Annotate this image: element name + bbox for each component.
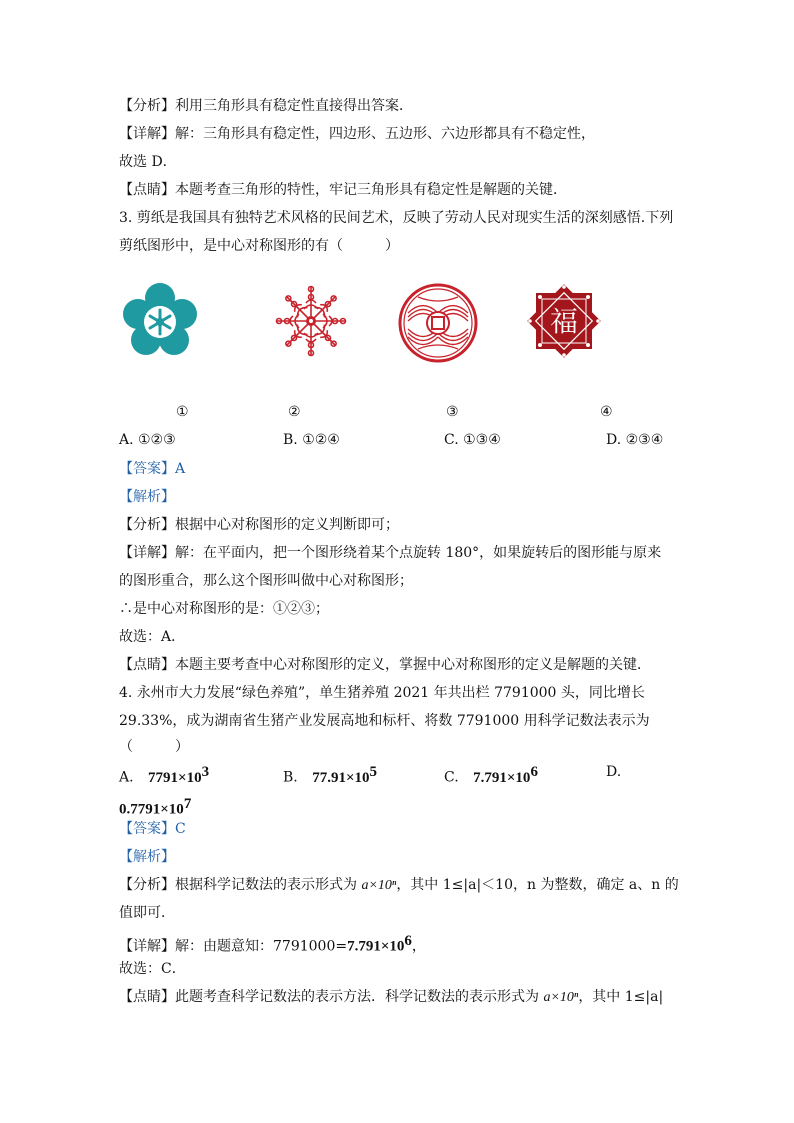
detail-4-end: ， bbox=[411, 938, 426, 955]
option-b-letter: B. bbox=[283, 769, 298, 786]
fu-character: 福 bbox=[549, 305, 579, 338]
note-4-text-b: ，其中 1≤|a| bbox=[578, 989, 664, 1005]
detail-line: 【详解】解：三角形具有稳定性，四边形、五边形、六边形都具有不稳定性， bbox=[119, 126, 595, 142]
question-4-options bbox=[119, 764, 679, 784]
round-coin-papercut-icon bbox=[398, 283, 478, 363]
choice-line: 故选 D． bbox=[119, 154, 177, 170]
option-c-exp: 6 bbox=[530, 764, 538, 780]
sci-form: a×10ⁿ bbox=[361, 878, 397, 893]
detail-4 bbox=[119, 931, 426, 957]
detail-4-text: 【详解】解：由题意知：7791000= bbox=[119, 938, 348, 955]
option-a bbox=[119, 764, 209, 787]
figure-label-4: ④ bbox=[600, 404, 613, 420]
figure-label-2: ② bbox=[288, 404, 301, 420]
choice-4: 故选：C． bbox=[119, 961, 186, 977]
option-c-letter: C. bbox=[444, 769, 459, 786]
note-3: 【点睛】本题主要考查中心对称图形的定义，掌握中心对称图形的定义是解题的关键． bbox=[119, 657, 651, 673]
answer-3: 【答案】A bbox=[119, 461, 186, 477]
detail-3-line-1: 【详解】解：在平面内，把一个图形绕着某个点旋转 180°，如果旋转后的图形能与原来 bbox=[119, 545, 662, 561]
detail-4-value: 7.791×10 bbox=[347, 938, 405, 955]
option-b: B. ①②④ bbox=[283, 432, 340, 448]
analysis-4-text-b: ，其中 1≤|a|＜10，n 为整数，确定 a、n 的 bbox=[396, 877, 679, 893]
analysis-4-line-1 bbox=[119, 875, 679, 896]
note-4 bbox=[119, 987, 663, 1008]
option-d-base: 0.7791×10 bbox=[119, 801, 184, 818]
analysis-heading-4: 【解析】 bbox=[119, 849, 175, 865]
option-c bbox=[444, 764, 538, 787]
question-3-line-1: 3. 剪纸是我国具有独特艺术风格的民间艺术，反映了劳动人民对现实生活的深刻感悟.下列 bbox=[119, 210, 674, 226]
option-c-base: 7.791×10 bbox=[473, 769, 531, 786]
plum-blossom-papercut-icon bbox=[122, 283, 198, 359]
figure-label-3: ③ bbox=[446, 404, 459, 420]
option-c: C. ①③④ bbox=[444, 432, 501, 448]
option-b-base: 77.91×10 bbox=[312, 769, 370, 786]
option-a-letter: A. bbox=[119, 769, 134, 786]
choice-3: 故选：A． bbox=[119, 629, 186, 645]
answer-4: 【答案】C bbox=[119, 821, 186, 837]
analysis-heading-3: 【解析】 bbox=[119, 489, 175, 505]
note-line: 【点睛】本题考查三角形的特性，牢记三角形具有稳定性是解题的关键． bbox=[119, 182, 567, 198]
fu-diamond-papercut-icon bbox=[524, 281, 604, 361]
detail-4-exp: 6 bbox=[404, 933, 412, 949]
note-4-text-a: 【点睛】此题考查科学记数法的表示方法．科学记数法的表示形式为 bbox=[119, 989, 544, 1005]
question-4-line-3: （ ） bbox=[119, 739, 189, 755]
option-b bbox=[283, 764, 377, 787]
option-d: D. ②③④ bbox=[606, 432, 664, 448]
question-3-options bbox=[119, 432, 679, 452]
detail-3-line-3: ∴是中心对称图形的是：①②③； bbox=[119, 601, 329, 617]
question-4-line-2: 29.33%，成为湖南省生猪产业发展高地和标杆、将数 7791000 用科学记数法表示为 bbox=[119, 713, 650, 729]
figure-label-1: ① bbox=[176, 404, 189, 420]
option-a-base: 7791×10 bbox=[148, 769, 202, 786]
snowflake-papercut-icon bbox=[273, 283, 349, 359]
option-d-letter: D. bbox=[606, 764, 622, 780]
option-a: A. ①②③ bbox=[119, 432, 176, 448]
question-3-line-2: 剪纸图形中，是中心对称图形的有（ ） bbox=[119, 238, 399, 254]
option-d bbox=[119, 794, 191, 820]
analysis-line: 【分析】利用三角形具有稳定性直接得出答案． bbox=[119, 98, 413, 114]
question-4-line-1: 4. 永州市大力发展“绿色养殖”，单生猪养殖 2021 年共出栏 7791000 头，同比增长 bbox=[119, 685, 645, 701]
analysis-3: 【分析】根据中心对称图形的定义判断即可； bbox=[119, 517, 399, 533]
analysis-4-line-2: 值即可． bbox=[119, 905, 175, 921]
option-a-exp: 3 bbox=[201, 764, 210, 780]
detail-3-line-2: 的图形重合，那么这个图形叫做中心对称图形； bbox=[119, 573, 413, 589]
sci-form-2: a×10ⁿ bbox=[543, 990, 579, 1005]
option-d-exp: 7 bbox=[183, 796, 192, 812]
analysis-4-text-a: 【分析】根据科学记数法的表示形式为 bbox=[119, 877, 362, 893]
option-b-exp: 5 bbox=[369, 764, 378, 780]
